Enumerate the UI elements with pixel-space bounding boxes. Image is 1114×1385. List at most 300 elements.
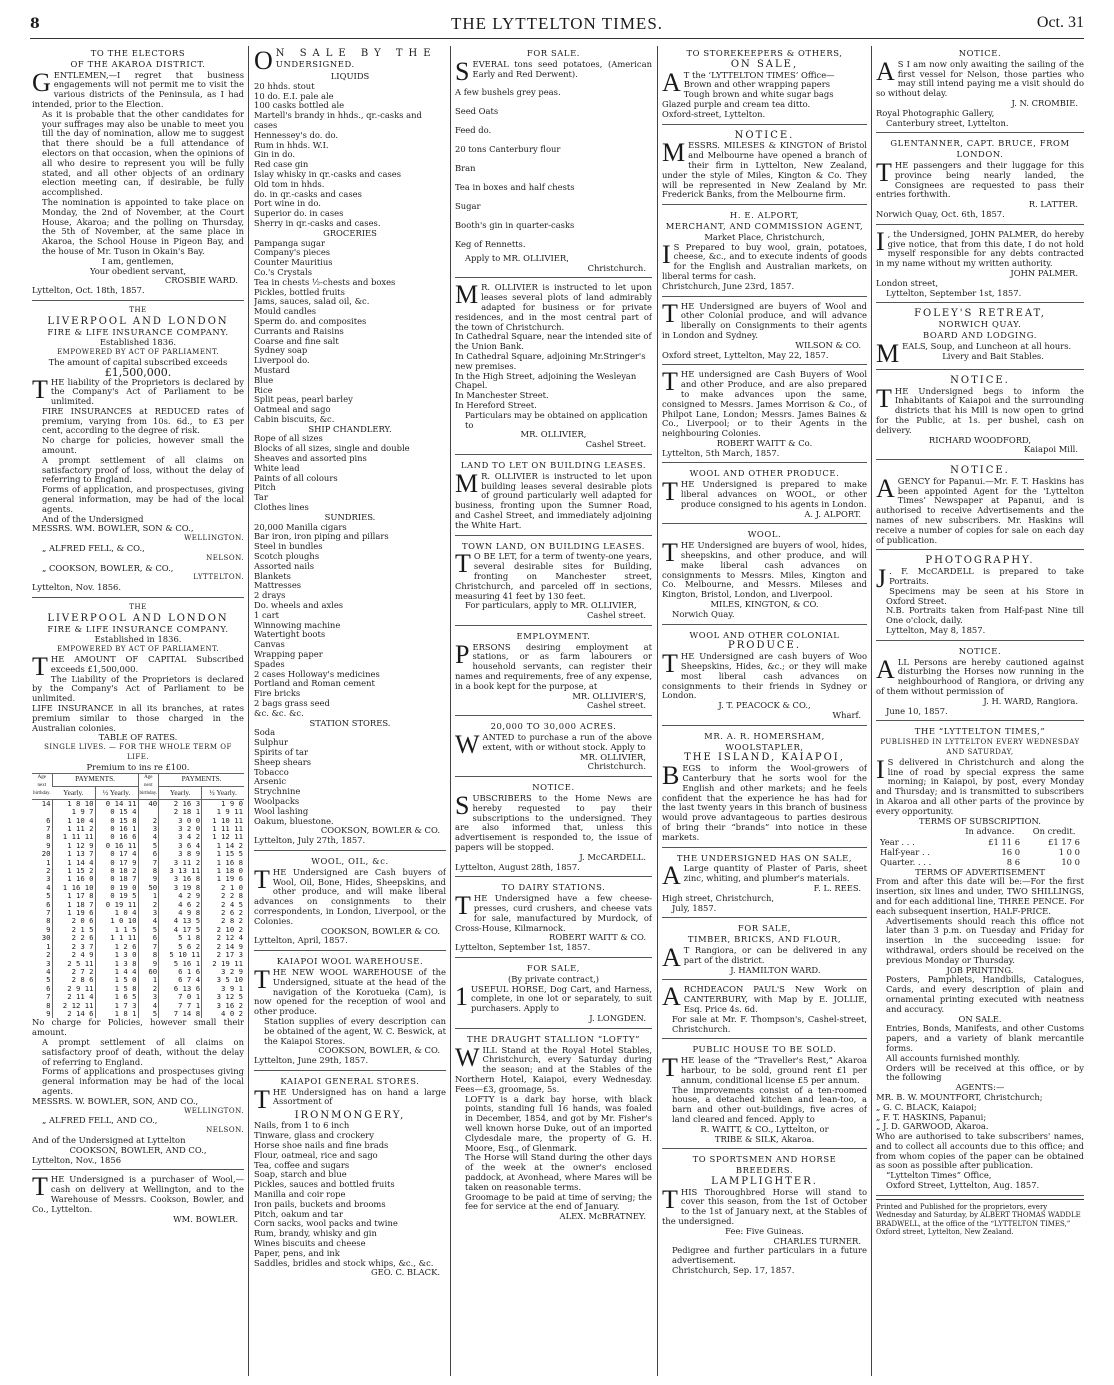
table-cell: 4 0 2 <box>202 1010 244 1018</box>
ad-text: HE Undersigned are cash buyers of Woo Sheepskins, Hides, &c.; or they will make most liberal cash advances on consignments to their friends in Sydney or London. <box>662 651 867 701</box>
ad-text: HIS Thoroughbred Horse will stand to cover this season, from the 1st of October to the 1st of January next, at the Stables of the undersigned. <box>662 1186 867 1227</box>
table-cell: 9 <box>138 960 159 968</box>
table-row <box>32 859 244 867</box>
station-list <box>254 728 446 826</box>
table-cell: 3 <box>46 874 51 884</box>
table-header: Age next birthday. <box>32 773 52 799</box>
list-item: Canvas <box>254 639 285 650</box>
ad-stallion-lofty <box>455 1032 652 1226</box>
subscription-table-body <box>876 838 1084 867</box>
list-item: Bran <box>455 162 476 173</box>
table-cell: 1 8 1 <box>95 1010 138 1018</box>
drop-cap: T <box>254 1084 270 1114</box>
ad-text: N.B. Portraits taken from Half-past Nine till One o'clock, daily. <box>886 605 1084 626</box>
ad-text: Forms of applications and prospectuses giving general information may be had of the local agents. <box>42 1066 244 1096</box>
list-item: Coarse and fine salt <box>254 335 339 346</box>
table-cell: 5 <box>46 975 51 985</box>
table-cell: 2 1 0 <box>202 884 244 892</box>
ad-acres-wanted <box>455 719 652 777</box>
drop-cap: T <box>662 299 678 328</box>
ad-signature: MR. OLLIVIER, <box>580 751 646 762</box>
drop-cap: T <box>455 549 471 579</box>
table-cell: 2 9 11 <box>52 985 95 993</box>
ad-dairy-stations <box>455 880 652 958</box>
ad-on-sale <box>254 46 446 851</box>
table-cell: 4 <box>138 833 159 841</box>
column-divider <box>871 46 872 1376</box>
ad-signature: F. L. REES. <box>813 882 861 893</box>
ad-text: Who are authorised to take subscribers' names, and to collect all accounts due to this office; and from whom copies of the paper can be obtained as soon as possible after publication. <box>876 1131 1084 1171</box>
table-cell: 3 8 9 <box>159 850 202 858</box>
table-cell: 5 6 2 <box>159 943 202 951</box>
ad-text: HE undersigned are Cash Buyers of Wool and other Produce, and are also prepared to make advances upon the same, consigned to Messrs. James Morrison & Co., of Philpot Lane, London; Messrs. James Baines & Co., Liverpool; or to their Agents in the neighbouring Colonies. <box>662 369 867 439</box>
list-item: White lead <box>254 462 300 473</box>
list-item: Nails, from 1 to 6 inch <box>254 1120 350 1131</box>
table-cell: 3 6 4 <box>159 842 202 850</box>
drop-cap: A <box>876 654 895 684</box>
ad-date: Oxford street, Lyttelton, May 22, 1857. <box>662 349 829 360</box>
ad-text: £1,500,000. <box>104 365 172 379</box>
newspaper-title: THE LYTTELTON TIMES. <box>450 14 664 33</box>
drop-cap: T <box>662 477 678 507</box>
ad-heading: 20,000 TO 30,000 ACRES. <box>490 721 617 732</box>
list-item: Glazed purple and cream tea ditto. <box>662 98 811 109</box>
ad-place: Kaiapoi Mill. <box>1024 444 1078 455</box>
table-cell: 3 2 0 <box>159 825 202 833</box>
list-item: Soap, starch and blue <box>254 1169 347 1180</box>
groceries-list <box>254 239 446 425</box>
produce-list <box>455 83 652 254</box>
ad-text: The nomination is appointed to take place on Monday, the 2nd of November, at the Court House, Akaroa; and the polling on Thursday, the 5th of November, at the same place in Akaroa, the School House in Pigeon Bay, and the house of Mr. Tuson in Okain's Bay. <box>42 196 244 256</box>
ad-signature: COOKSON, BOWLER & CO. <box>320 825 440 836</box>
drop-cap: M <box>662 138 686 168</box>
table-cell: 1 12 11 <box>202 833 244 841</box>
page-number: 8 <box>30 16 40 32</box>
list-item: 1 cart <box>254 609 280 620</box>
table-cell: 2 4 5 <box>202 901 244 909</box>
ad-text: Forms of application, and prospectuses, giving general information, may be had of the local agents. <box>42 484 244 514</box>
ad-text: And of the Undersigned <box>42 513 144 524</box>
table-cell: 1 3 0 <box>95 951 138 959</box>
table-cell: 4 <box>138 917 159 925</box>
ad-heading: NOTICE. <box>734 129 795 141</box>
ad-heading: FOR SALE, <box>737 923 792 934</box>
ad-heading: GLENTANNER, CAPT. BRUCE, FROM <box>890 138 1070 149</box>
list-item: Spirits of tar <box>254 746 308 757</box>
list-item: Old tom in hhds. <box>254 178 325 189</box>
drop-cap: T <box>32 1173 48 1202</box>
ad-archdeacon <box>662 983 867 1039</box>
table-cell: 0 18 2 <box>95 867 138 875</box>
ad-date: Lyttelton, September 1st, 1857. <box>886 287 1022 298</box>
list-item: Liverpool do. <box>254 355 310 366</box>
list-item: „ G. C. BLACK, Kaiapoi; <box>876 1101 977 1112</box>
list-item: Islay whisky in qr.-casks and cases <box>254 168 402 179</box>
ad-heading: LAMPLIGHTER. <box>711 1175 818 1187</box>
table-cell: 10 0 <box>1061 856 1080 867</box>
ad-text: LL Persons are hereby cautioned against disturbing the Horses now running in the neighbourhood of Rangiora, or driving any of them without permission of <box>876 656 1084 697</box>
ad-heading: MR. A. R. HOMERSHAM, <box>704 730 825 741</box>
table-cell: 3 <box>138 825 159 833</box>
ad-text: Particulars may be obtained on application to <box>465 409 648 430</box>
table-cell: 9 <box>46 1008 51 1018</box>
ad-text: HE Undersigned has on hand a large Assortment of <box>272 1086 446 1107</box>
ad-text: Market Place, Christchurch, <box>704 231 825 242</box>
ad-heading: TIMBER, BRICKS, AND FLOUR, <box>687 934 842 945</box>
table-cell: 0 15 8 <box>95 817 138 825</box>
ad-text: HE Undersigned are buyers of Wool and other Colonial produce, and will advance liberally on Consignments to their agents in London and Sydney. <box>662 300 867 340</box>
table-cell: 0 17 4 <box>95 850 138 858</box>
table-cell: 1 16 0 <box>52 875 95 883</box>
section-heading: ON SALE. <box>958 1013 1002 1024</box>
ad-signature: MR. OLLIVIER'S, <box>572 690 646 701</box>
ad-date: July, 1857. <box>672 902 717 913</box>
drop-cap: T <box>32 374 48 404</box>
table-cell: £1 17 6 <box>1048 837 1080 848</box>
ad-palmer <box>876 228 1084 304</box>
ad-wool-produce <box>662 466 867 524</box>
table-cell: 6 <box>138 850 159 858</box>
ad-text: HE NEW WOOL WAREHOUSE of the Undersigned, situate at the head of the navigation of the Korotueka (Cam), is now opened for the reception of wool and other produce. <box>254 966 446 1017</box>
drop-cap: A <box>876 473 895 503</box>
ad-date: June 10, 1857. <box>886 705 948 716</box>
drop-cap: M <box>455 281 479 310</box>
table-cell: 2 <box>46 950 51 960</box>
ad-place: London street, <box>876 277 939 288</box>
ad-text: All accounts furnished monthly. <box>886 1052 1020 1063</box>
table-cell: 40 <box>138 799 159 808</box>
list-item: Brown and other wrapping papers <box>683 79 830 90</box>
table-cell: 7 <box>46 824 51 834</box>
table-cell: 1 1 5 <box>95 926 138 934</box>
list-item: Horse shoe nails and fine brads <box>254 1140 389 1151</box>
ad-homersham <box>662 729 867 848</box>
ad-signature: TRIBE & SILK, Akaroa. <box>714 1133 815 1144</box>
list-item: Strychnine <box>254 786 301 797</box>
table-cell: 5 <box>138 842 159 850</box>
ad-heading: OF THE AKAROA DISTRICT. <box>70 58 206 69</box>
table-cell: 2 4 9 <box>52 951 95 959</box>
ad-horse-sale <box>455 961 652 1029</box>
table-row <box>32 1002 244 1010</box>
drop-cap: S <box>455 791 470 821</box>
ad-signature: MR. OLLIVIER, <box>520 429 587 440</box>
table-header: Age next birthday. <box>138 773 159 799</box>
list-item: do. in qr.-casks and cases <box>254 188 362 199</box>
table-cell: 1 9 0 <box>202 799 244 808</box>
table-cell: 1 12 9 <box>52 842 95 850</box>
ad-text: TABLE OF RATES. <box>98 732 178 743</box>
list-item: Winnowing machine <box>254 619 341 630</box>
table-cell: 7 <box>138 943 159 951</box>
table-cell: 2 12 11 <box>52 1002 95 1010</box>
column-2 <box>254 46 446 1376</box>
ad-heading: KAIAPOI GENERAL STORES. <box>280 1075 420 1086</box>
list-item: 2 bags grass seed <box>254 698 330 708</box>
ad-text: S I am now only awaiting the sailing of the first vessel for Nelson, those parties who may still intend paying me a visit should do so without delay. <box>876 58 1084 99</box>
ad-lyttelton-times <box>876 724 1084 1195</box>
ad-colonial-produce <box>662 628 867 726</box>
ironmongery-list <box>254 1121 446 1268</box>
table-cell: 0 16 1 <box>95 825 138 833</box>
ad-text: Established in 1836. <box>94 634 182 645</box>
list-item: Sherry in qr.-casks and cases. <box>254 217 381 228</box>
table-cell: 1 17 8 <box>52 892 95 900</box>
table-cell: 1 9 11 <box>202 808 244 816</box>
ad-text: LOFTY is a dark bay horse, with black points, standing full 16 hands, was foaled in December, 1854, and got by Mr. Fisher's well known horse Duke, out of an imported Clydesdale mare, the property of G. H. Moore, Esq., of Glenmark. <box>465 1093 652 1153</box>
ad-text: Apply to MR. OLLIVIER, <box>465 252 569 263</box>
ad-place: Oxford-street, Lyttelton. <box>662 108 766 119</box>
list-item: Martell's brandy in hhds., qr.-casks and cases <box>254 110 422 130</box>
list-item: Co.'s Crystals <box>254 266 313 277</box>
ad-subscribers-notice <box>455 780 652 877</box>
ad-text: HE Undersigned begs to inform the Inhabitants of Kaiapoi and the surrounding districts that his Mill is now open to grind for the Public, at 1s. per bushel, cash on delivery. <box>876 385 1084 435</box>
table-cell: 1 15 2 <box>52 867 95 875</box>
ad-text: , the Undersigned, JOHN PALMER, do hereby give notice, that from this date, I do not hold myself responsible for any debts contracted in my name without my written authority. <box>876 228 1084 269</box>
table-header: ½ Yearly. <box>202 786 244 799</box>
list-item: Blocks of all sizes, single and double <box>254 443 410 454</box>
list-item: Pampanga sugar <box>254 237 326 248</box>
table-cell: 2 17 3 <box>202 951 244 959</box>
list-item: In the High Street, adjoining the Wesleyan Chapel. <box>455 370 637 391</box>
ad-kaiapoi-wool <box>254 954 446 1071</box>
ad-heading: LONDON. <box>956 149 1004 160</box>
ad-signature: J. HAMILTON WARD. <box>730 964 821 975</box>
table-cell: 3 12 5 <box>202 993 244 1001</box>
table-cell: 2 6 2 <box>202 909 244 917</box>
ad-heading: LIVERPOOL AND LONDON <box>47 315 229 327</box>
ad-heading: THE DRAUGHT STALLION “LOFTY” <box>467 1033 640 1044</box>
table-cell: 1 16 8 <box>202 859 244 867</box>
ad-text: Groomage to be paid at time of serving; the fee for service at the end of January. <box>465 1191 652 1212</box>
drop-cap: T <box>662 1184 678 1214</box>
table-row <box>32 799 244 808</box>
table-row <box>32 867 244 875</box>
section-heading: TERMS OF ADVERTISEMENT <box>915 866 1045 877</box>
table-cell: 1 0 0 <box>1058 846 1080 857</box>
drop-cap: I <box>662 239 671 269</box>
ad-heading: PUBLIC HOUSE TO BE SOLD. <box>692 1044 837 1055</box>
list-item: Mould candles <box>254 306 317 317</box>
list-item: 20 hhds. stout <box>254 80 315 91</box>
agent-place: WELLINGTON. <box>184 534 244 543</box>
table-cell: 6 13 6 <box>159 985 202 993</box>
table-cell: 2 <box>138 817 159 825</box>
list-item: Saddles, bridles and stock whips, &c., &c. <box>254 1257 434 1268</box>
ad-text: PUBLISHED IN LYTTELTON EVERY WEDNESDAY AND SATURDAY, <box>880 738 1080 757</box>
list-item: 10 do. E.I. pale ale <box>254 90 334 101</box>
list-item: Wines biscuits and cheese <box>254 1238 366 1249</box>
list-item: Assorted nails <box>254 560 315 571</box>
table-cell: 1 3 8 <box>95 960 138 968</box>
ad-signature: COOKSON, BOWLER, & CO. <box>318 1045 440 1056</box>
list-item: Rope of all sizes <box>254 433 323 444</box>
table-cell: 8 6 <box>1006 856 1021 867</box>
drop-cap: S <box>455 56 470 86</box>
ad-text: SINGLE LIVES. — FOR THE WHOLE TERM OF LIFE. <box>44 743 232 761</box>
ad-employment <box>455 629 652 716</box>
ad-heading: WOOL. <box>747 529 782 540</box>
ad-signature: J. T. PEACOCK & CO., <box>718 700 811 711</box>
table-cell: 4 17 5 <box>159 926 202 934</box>
table-cell: £1 11 6 <box>988 837 1021 848</box>
table-cell: 0 19 11 <box>95 901 138 909</box>
table-cell: 7 <box>46 992 51 1002</box>
table-cell: 0 15 4 <box>95 808 138 816</box>
table-cell: 1 5 0 <box>95 976 138 984</box>
ad-text: The improvements consist of a ten-roomed house, a detached kitchen and lean-too, a barn and other out-buildings, five acres of land cleared and fenced. Apply to <box>672 1084 867 1124</box>
section-heading: AGENTS:— <box>955 1082 1005 1093</box>
agent-place: NELSON. <box>206 553 244 562</box>
table-cell: 8 <box>46 1000 51 1010</box>
table-cell: 2 18 1 <box>159 808 202 816</box>
table-cell: 1 0 10 <box>95 917 138 925</box>
list-item: A few bushels grey peas. <box>455 86 561 97</box>
ad-text: EVERAL tons seed potatoes, (American Early and Red Derwent). <box>472 58 652 79</box>
section-heading: SHIP CHANDLERY. <box>308 423 392 434</box>
table-row <box>32 960 244 968</box>
agent-name: MESSRS. W. BOWLER, SON, AND CO., <box>32 1095 199 1106</box>
ad-woodford-notice <box>876 373 1084 460</box>
ad-heading: TO THE ELECTORS <box>90 48 186 58</box>
ad-heading: ON SALE, <box>730 58 799 70</box>
list-item: Counter Mauritius <box>254 257 333 268</box>
list-item: 100 casks bottled ale <box>254 100 345 111</box>
table-cell: 30 <box>41 933 51 943</box>
ad-text: ESSRS. MILESES & KINGTON of Bristol and Melbourne have opened a branch of their firm in Lyttelton, New Zealand, under the style of Miles, Kington & Co. They will be represented in New Zealand by Mr. Frederick Banks, from the Melbourne firm. <box>662 140 867 200</box>
table-cell: 1 16 10 <box>52 884 95 892</box>
chandlery-list <box>254 434 446 512</box>
ad-text: For sale at Mr. F. Thompson's, Cashel-street, Christchurch. <box>672 1013 867 1034</box>
drop-cap: 1 <box>455 981 468 1011</box>
ad-heading: MERCHANT, AND COMMISSION AGENT, <box>665 220 864 231</box>
table-cell: 1 11 11 <box>202 825 244 833</box>
ad-wilson <box>662 300 867 366</box>
table-row <box>32 901 244 909</box>
ad-date: Norwich Quay, Oct. 6th, 1857. <box>876 208 1005 219</box>
list-item: Corn sacks, wool packs and twine <box>254 1218 398 1229</box>
ad-date: Lyttelton, Nov., 1856 <box>32 1154 122 1165</box>
table-header: Yearly. <box>52 786 95 799</box>
table-cell: 0 16 6 <box>95 833 138 841</box>
list-item: Spades <box>254 658 285 669</box>
table-cell: 0 16 11 <box>95 842 138 850</box>
drop-cap: A <box>662 67 681 97</box>
ad-public-house <box>662 1042 867 1149</box>
section-heading: IRONMONGERY, <box>294 1109 406 1121</box>
ad-text: Entries, Bonds, Manifests, and other Customs papers, and a variety of blank mercantile forms. <box>886 1023 1084 1053</box>
ad-text: Specimens may be seen at his Store in Oxford Street. <box>886 585 1084 606</box>
list-item: Keg of Rennetts. <box>455 238 526 249</box>
table-cell: 5 16 1 <box>159 960 202 968</box>
table-cell: 7 <box>46 908 51 918</box>
ad-text: ILL Stand at the Royal Hotel Stables, Christchurch, every Saturday during the season; and at the Stables of the Northern Hotel, Kaiapoi, every Wednesday. Fees—£3, groomage, 5s. <box>455 1044 652 1094</box>
list-item: 2 drays <box>254 590 286 601</box>
ad-plaster <box>662 851 867 919</box>
ad-place: High street, Christchurch, <box>662 892 775 903</box>
ad-heading: KAIAPOI WOOL WAREHOUSE. <box>276 956 424 967</box>
ad-text: As it is probable that the other candidates for your suffrages may also be unable to meet you till the day of nomination, allow me to suggest that there should be a full attendance of electors on that occasion, when the opinions of all who desire to represent you will be fully stated, and all other objects of an ordinary election meeting can, if desirable, be fully accomplished. <box>42 108 244 198</box>
ad-text: Station supplies of every description can be obtained of the agent, W. C. Beswick, at the Kaiapoi Stores. <box>264 1015 446 1046</box>
list-item: Tinware, glass and crockery <box>254 1130 374 1141</box>
ad-signature: ROBERT WAITT & CO. <box>549 932 646 943</box>
table-cell: 50 <box>138 884 159 892</box>
ad-heading: WOOL, OIL, &c. <box>311 855 389 866</box>
table-cell: 1 4 4 <box>95 968 138 976</box>
ad-text: S delivered in Christchurch and along the line of road by special express the same morning; in Kaiapoi, by post, every Monday and Thursday; and is transmitted to subscribers in Akaroa and all other parts of the province by every opportunity. <box>876 756 1084 816</box>
table-row <box>32 850 244 858</box>
table-header: Yearly. <box>159 786 202 799</box>
table-cell: 7 <box>138 859 159 867</box>
table-cell: 1 11 2 <box>52 825 95 833</box>
drop-cap: T <box>254 864 270 894</box>
table-cell: 2 10 2 <box>202 926 244 934</box>
ad-heading: TOWN LAND, ON BUILDING LEASES. <box>461 540 646 551</box>
list-item: Flour, oatmeal, rice and sago <box>254 1149 378 1160</box>
list-item: Sugar <box>455 200 481 211</box>
ad-place: Cashel street. <box>587 700 646 711</box>
list-item: Blankets <box>254 570 291 581</box>
ad-agency-notice <box>876 463 1084 550</box>
ad-text: I am, gentlemen, <box>102 255 174 266</box>
table-cell: 1 15 5 <box>202 850 244 858</box>
ad-heading: LAND TO LET ON BUILDING LEASES. <box>460 459 647 470</box>
table-cell: 1 10 11 <box>202 817 244 825</box>
list-item: Wrapping paper <box>254 649 323 660</box>
table-cell: 5 1 8 <box>159 934 202 942</box>
ad-heading: THE ISLAND, KAIAPOI, <box>684 752 845 764</box>
drop-cap: G <box>32 67 51 97</box>
list-item: Currants and Raisins <box>254 325 344 336</box>
ad-text: R. OLLIVIER is instructed to let upon leases several plots of land admirably adapted for business or for private residences, and in the most central part of the town of Christchurch. <box>455 282 652 332</box>
list-item: Pickles, sauces and bottled fruits <box>254 1179 395 1190</box>
ad-date: Lyttelton, September 1st, 1857. <box>455 942 591 953</box>
table-cell: 2 5 11 <box>52 960 95 968</box>
list-item: Sheep shears <box>254 756 312 767</box>
ad-heading: BOARD AND LODGING. <box>923 329 1037 340</box>
ad-heading: WOOLSTAPLER, <box>725 741 804 752</box>
table-header: ½ Yearly. <box>95 786 138 799</box>
ad-heading: TO DAIRY STATIONS. <box>501 882 606 893</box>
agent-name: „ ALFRED FELL, AND CO., <box>42 1115 158 1126</box>
ad-date: Lyttelton, Oct. 18th, 1857. <box>32 285 145 296</box>
table-row <box>32 968 244 976</box>
table-row <box>32 833 244 841</box>
ad-heading: NOTICE. <box>958 48 1002 58</box>
list-item: 20 tons Canterbury flour <box>455 143 561 154</box>
ad-place: Cashel Street. <box>585 439 646 450</box>
list-item: Rum in hhds. W.I. <box>254 139 329 150</box>
ad-text: Established 1836. <box>99 337 177 348</box>
ad-text: RCHDEACON PAUL'S New Work on CANTERBURY, with Map by E. JOLLIE, Esq. Price 4s. 6d. <box>683 984 867 1014</box>
table-cell: 4 9 8 <box>159 909 202 917</box>
ad-text: HE Undersigned are buyers of wool, hides, sheepskins, and other produce, and will make liberal cash advances on consignments to Messrs. Miles, Kington and Co. Melbourne, and Messrs. Mileses and Kington, Bristol, London, and Liverpool. <box>662 540 867 600</box>
ad-signature: WILSON & CO. <box>795 339 861 350</box>
table-cell: 0 19 5 <box>95 892 138 900</box>
table-cell: 3 <box>46 958 51 968</box>
table-cell: 3 <box>138 993 159 1001</box>
ad-electors <box>32 46 244 301</box>
drop-cap: T <box>662 368 678 397</box>
ad-place: Canterbury street, Lyttelton. <box>886 117 1009 128</box>
drop-cap: J <box>876 564 887 594</box>
table-cell: 6 1 6 <box>159 968 202 976</box>
ad-text: T the ‘LYTTELTON TIMES’ Office— <box>683 69 835 80</box>
ad-text: A prompt settlement of all claims on satisfactory proof of loss, without the delay of referring to England. <box>42 454 244 485</box>
ad-text: Fee: Five Guineas. <box>725 1225 804 1236</box>
list-item: Gin in do. <box>254 149 296 160</box>
ad-date: Lyttelton, August 28th, 1857. <box>455 861 580 872</box>
